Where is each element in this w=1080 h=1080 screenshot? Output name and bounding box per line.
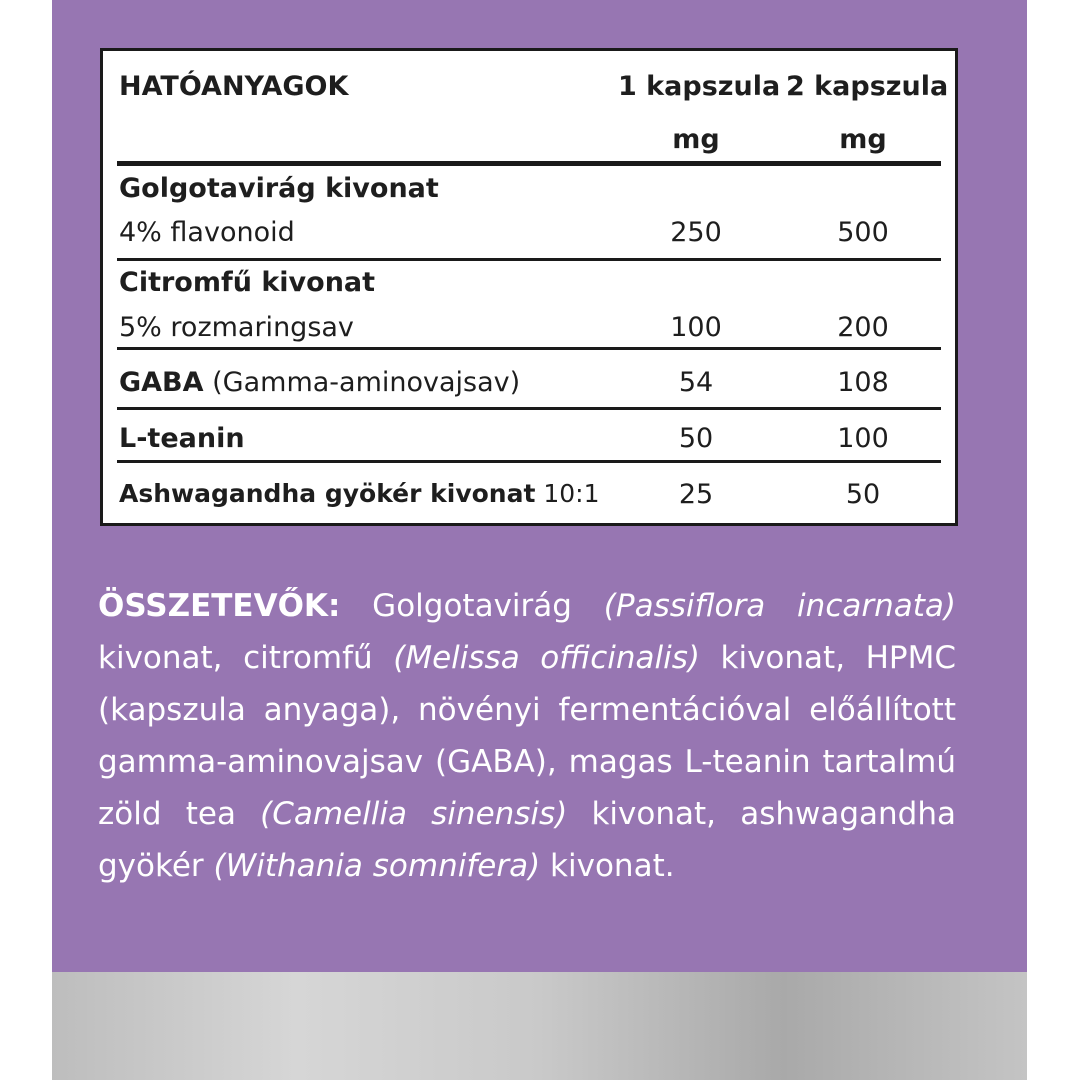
ingredients-text: kivonat, ashwagandha gyökér: [98, 796, 956, 884]
row-divider: [117, 407, 941, 410]
row-4-value-1: 50: [678, 423, 714, 454]
row-3-value-1: 54: [678, 367, 714, 398]
header-unit1: mg: [672, 124, 720, 155]
row-2-value-1: 100: [670, 312, 722, 343]
row-4-name: L-teanin: [119, 423, 245, 454]
ingredients-paragraph: [98, 580, 956, 892]
row-3-label: [119, 369, 520, 396]
row-3-name: GABA: [119, 367, 204, 398]
ingredients-text: kivonat, citromfű: [98, 640, 394, 676]
row-2-sub: 5% rozmaringsav: [119, 312, 354, 343]
header-col2: 2 kapszula: [786, 71, 949, 102]
header-col1: 1 kapszula: [618, 71, 781, 102]
ingredients-label: ÖSSZETEVŐK:: [98, 588, 341, 624]
ingredients-text: kivonat.: [540, 848, 675, 884]
latin-name: (Melissa officinalis): [393, 640, 700, 676]
row-1-value-2: 500: [837, 217, 889, 248]
latin-name: (Camellia sinensis): [260, 796, 568, 832]
row-5-label: [119, 481, 600, 506]
row-5-name: Ashwagandha gyökér kivonat: [119, 479, 536, 508]
ingredients-text: Golgotavirág: [340, 588, 604, 624]
active-ingredients-table: [100, 48, 958, 526]
header-ingredient-label: HATÓANYAGOK: [119, 71, 349, 102]
row-5-note: 10:1: [543, 479, 600, 508]
header-divider: [117, 161, 941, 166]
ingredients-text: kivonat, HPMC (kapszula anyaga), növényi fermentációval előállított gamma-aminovajsav (GABA), magas L-teanin tartalmú zöld tea: [98, 640, 957, 832]
row-1-sub: 4% flavonoid: [119, 217, 295, 248]
header-unit2: mg: [839, 124, 887, 155]
row-5-value-2: 50: [845, 479, 881, 510]
row-divider: [117, 258, 941, 261]
row-divider: [117, 460, 941, 463]
row-2-name: Citromfű kivonat: [119, 267, 376, 298]
row-3-note: (Gamma-aminovajsav): [212, 367, 521, 398]
row-3-value-2: 108: [837, 367, 889, 398]
row-5-value-1: 25: [678, 479, 714, 510]
latin-name: (Passiflora incarnata): [603, 588, 956, 624]
row-divider: [117, 347, 941, 350]
row-1-value-1: 250: [670, 217, 722, 248]
row-1-name: Golgotavirág kivonat: [119, 173, 439, 204]
latin-name: (Withania somnifera): [213, 848, 541, 884]
row-4-value-2: 100: [837, 423, 889, 454]
gray-bottom-band: [52, 972, 1027, 1080]
row-2-value-2: 200: [837, 312, 889, 343]
